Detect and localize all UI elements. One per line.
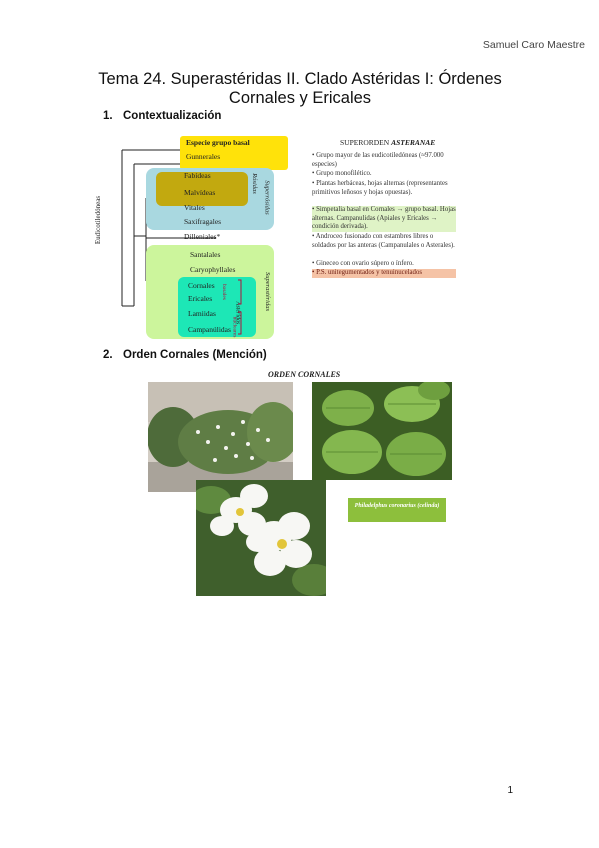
- superorder-bullet: • Plantas herbáceas, hojas alternas (representantes primitivos leñosos y hojas opuestas).: [312, 180, 448, 196]
- taxon-label: Fabídeas: [184, 171, 211, 180]
- taxon-label: Cornales: [188, 281, 215, 290]
- taxon-label: Caryophyllales: [190, 265, 236, 274]
- taxon-label: Malvídeas: [184, 188, 216, 197]
- superorder-bullet: • Grupo mayor de las eudicotiledóneas (≈97.000 especies): [312, 152, 444, 168]
- figure-title: ORDEN CORNALES: [268, 370, 341, 379]
- phylogeny-figure: [94, 126, 460, 342]
- figure-caption: Philadelphus coronarius (celinda): [348, 498, 446, 522]
- superorder-bullet: • Grupo monofilético.: [312, 170, 372, 177]
- superasterids-label: Superastéridas: [264, 272, 271, 311]
- superorder-bullet: • Simpetalia basal en Cornales → grupo basal. Hojas alternas. Campanulidas (Apiales y Ericales → condición derivada).: [312, 206, 456, 231]
- taxon-label: Gunnerales: [186, 152, 221, 161]
- asterids-label: Astéridas: [234, 301, 241, 325]
- page-title: Tema 24. Superastéridas II. Clado Astéridas I: Órdenes Cornales y Ericales: [98, 70, 502, 107]
- section-heading-1: 1. Contextualización: [103, 110, 222, 122]
- taxon-label: Vitales: [184, 203, 205, 212]
- page-number: 1: [507, 785, 513, 796]
- superorder-bullet: • Gineceo con ovario súpero o ínfero.: [312, 260, 414, 267]
- section-heading-2: 2. Orden Cornales (Mención): [103, 349, 267, 361]
- taxon-label: Lamiidas: [188, 309, 216, 318]
- taxon-label: Especie grupo basal: [186, 138, 250, 147]
- taxon-label: Dilleniales*: [184, 232, 221, 241]
- taxon-label: Saxifragales: [184, 217, 222, 226]
- superorder-heading: SUPERORDEN ASTERANAE: [340, 138, 436, 147]
- taxon-label: Santalales: [190, 250, 221, 259]
- leaves-photo: [312, 382, 452, 480]
- superorder-bullet: • P.S. unitegumentados y tenuinucelados: [312, 269, 456, 278]
- cornales-figure: [148, 370, 453, 596]
- superrosids-label: Superrósidas: [263, 180, 271, 215]
- root-label: Eudicotiledóneas: [94, 195, 103, 245]
- taxon-label: Ericales: [188, 294, 213, 303]
- basales-label: basales: [220, 284, 227, 300]
- nucleares-label: nucleares: [231, 316, 238, 338]
- shrub-photo: [148, 382, 293, 492]
- taxon-label: Campanúlidas: [188, 325, 231, 334]
- superorder-bullet: • Androceo fusionado con estambres libres o soldados por las anteras (Campanulales o Asterales).: [312, 233, 455, 249]
- flower-photo: [196, 480, 326, 596]
- page-author: Samuel Caro Maestre: [482, 39, 585, 51]
- rosids-label: Rósidas: [250, 173, 258, 194]
